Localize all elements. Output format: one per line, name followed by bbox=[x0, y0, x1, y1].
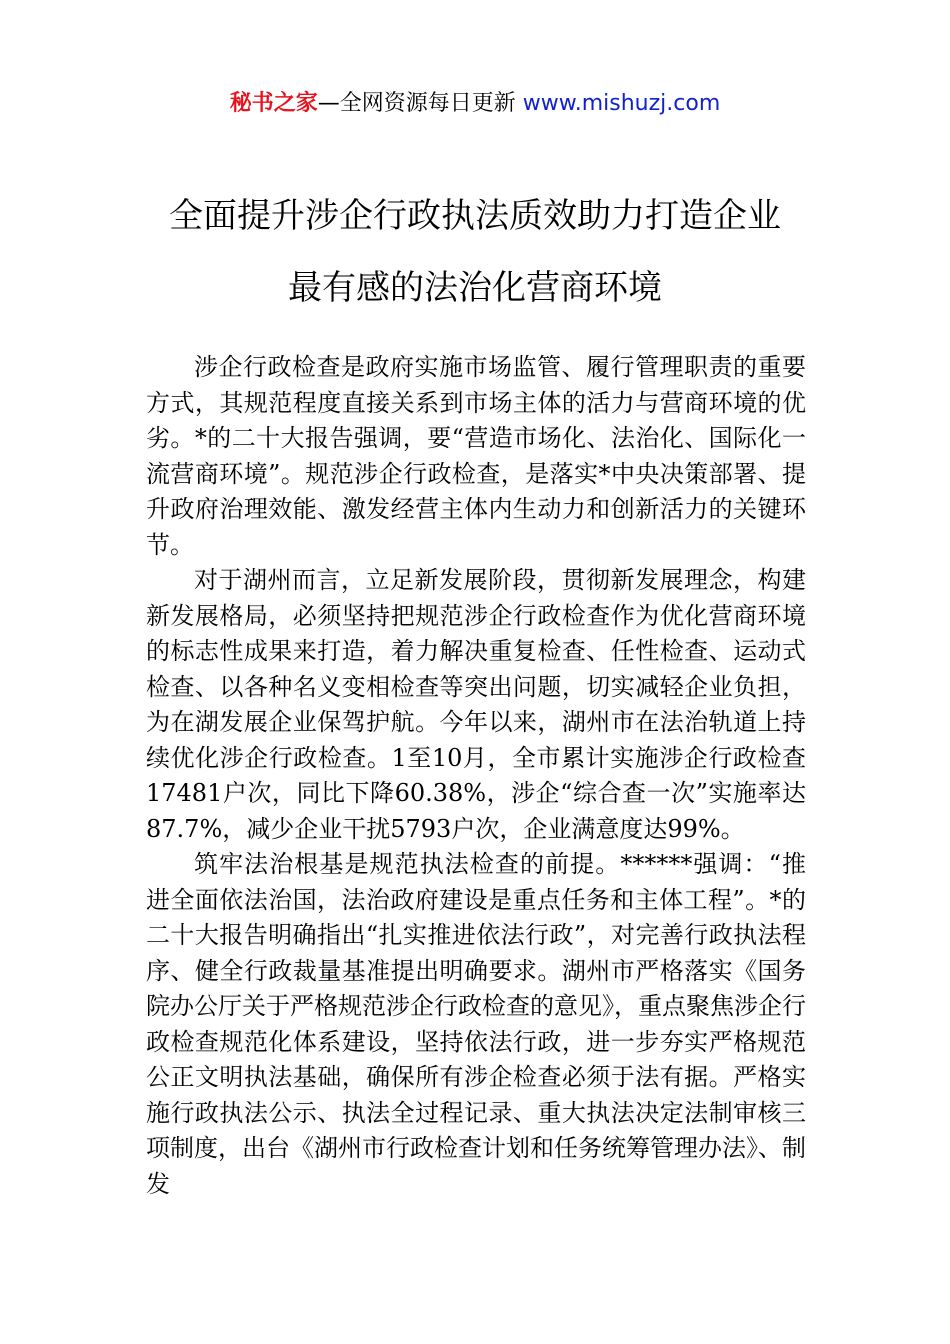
header-tagline: —全网资源每日更新 bbox=[317, 91, 516, 116]
paragraph: 筑牢法治根基是规范执法检查的前提。******强调：“推进全面依法治国，法治政府建设是重点任务和主体工程”。*的二十大报告明确指出“扎实推进依法行政”，对完善行政执法程序、健全行政裁量基准提出明确要求。湖州市严格落实《国务院办公厅关于严格规范涉企行政检查的意见》，重点聚焦涉企行政检查规范化体系建设，坚持依法行政，进一步夯实严格规范公正文明执法基础，确保所有涉企检查必须于法有据。严格实施行政执法公示、执法全过程记录、重大执法决定法制审核三项制度，出台《湖州市行政检查计划和任务统筹管理办法》、制发 bbox=[146, 850, 806, 1198]
site-url-link[interactable]: www.mishuzj.com bbox=[522, 91, 721, 116]
title-line-2: 最有感的法治化营商环境 bbox=[288, 268, 662, 308]
document-title bbox=[110, 180, 840, 324]
document-body bbox=[146, 350, 806, 1202]
paragraph: 涉企行政检查是政府实施市场监管、履行管理职责的重要方式，其规范程度直接关系到市场主体的活力与营商环境的优劣。*的二十大报告强调，要“营造市场化、法治化、国际化一流营商环境”。规范涉企行政检查，是落实*中央决策部署、提升政府治理效能、激发经营主体内生动力和创新活力的关键环节。 bbox=[146, 353, 806, 559]
paragraph: 对于湖州而言，立足新发展阶段，贯彻新发展理念，构建新发展格局，必须坚持把规范涉企行政检查作为优化营商环境的标志性成果来打造，着力解决重复检查、任性检查、运动式检查、以各种名义变相检查等突出问题，切实减轻企业负担，为在湖发展企业保驾护航。今年以来，湖州市在法治轨道上持续优化涉企行政检查。1至10月，全市累计实施涉企行政检查17481户次，同比下降60.38%，涉企“综合查一次”实施率达87.7%，减少企业干扰5793户次，企业满意度达99%。 bbox=[146, 566, 806, 843]
site-header bbox=[0, 88, 950, 120]
title-line-1: 全面提升涉企行政执法质效助力打造企业 bbox=[169, 196, 781, 236]
brand-name: 秘书之家 bbox=[229, 91, 318, 116]
